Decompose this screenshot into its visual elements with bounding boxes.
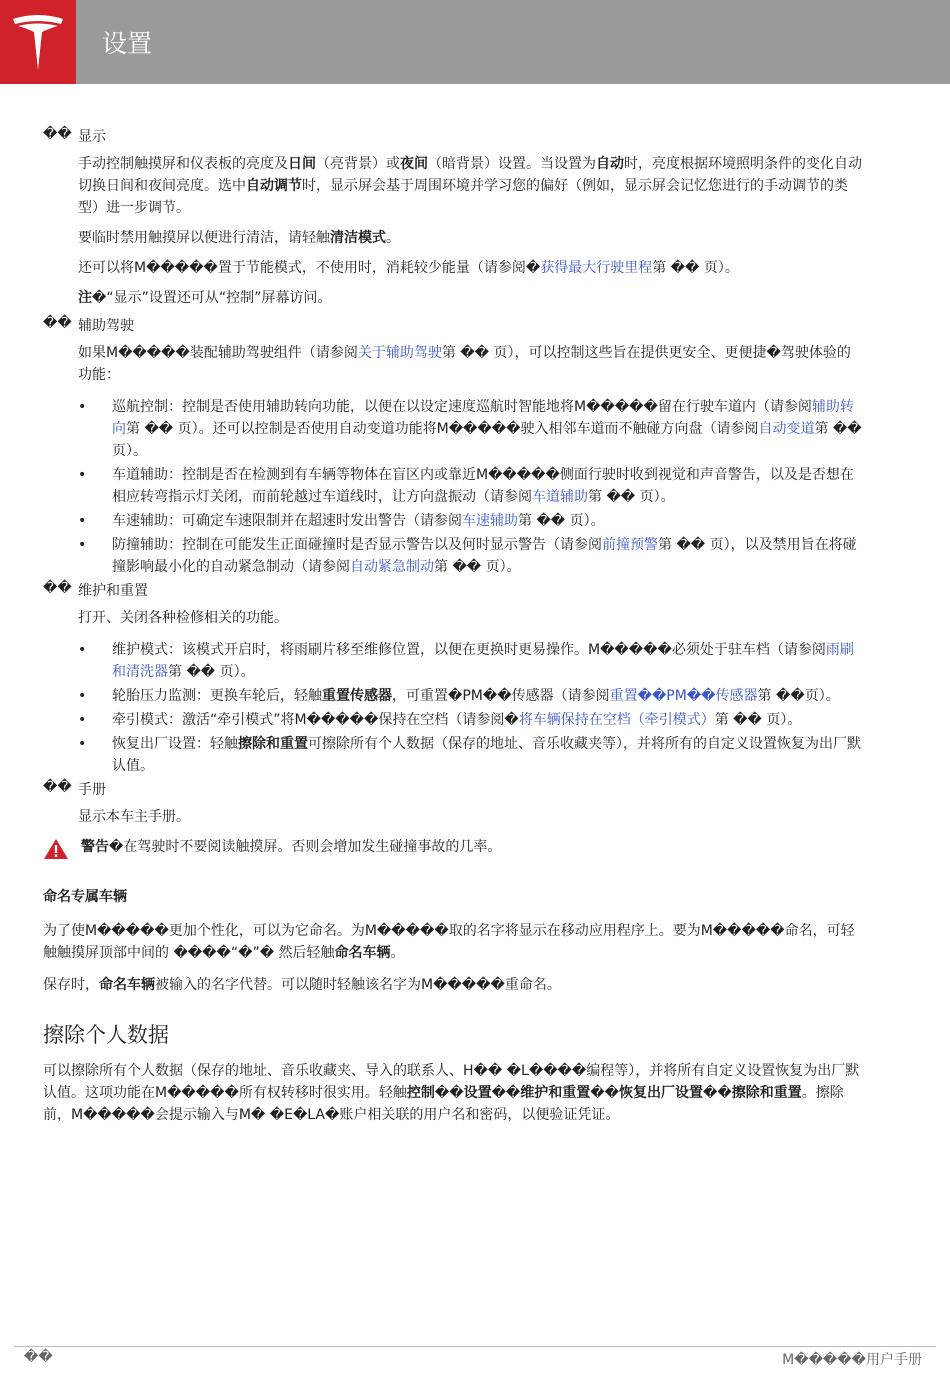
emphasis-text: 命名车辆 (334, 945, 391, 961)
display-paragraph-3 (43, 257, 863, 279)
section-title: 手册 (78, 782, 106, 798)
page-header (0, 0, 950, 84)
text-run: 保存时， (43, 977, 99, 993)
bullet: • (78, 688, 87, 704)
text-run: 第 �� 页）。 (714, 712, 802, 728)
text-run: 如果M�����装配辅助驾驶组件（请参阅 (78, 345, 358, 361)
text-run: 手动控制触摸屏和仪表板的亮度及 (78, 156, 288, 172)
text-run: 时，显示屏会基于周围环境并学习您的偏好（例如，显示屏会记忆您进行的手动调节的类型）进一步调节。 (78, 178, 848, 216)
list-item (78, 709, 863, 731)
emphasis-text: 恢复出厂设置 (619, 1085, 704, 1101)
emphasis-text: 自动 (596, 156, 624, 172)
cross-reference-link[interactable]: 关于辅助驾驶 (357, 345, 442, 361)
text-run: 维护模式：该模式开启时，将雨刷片移至维修位置，以便在更换时更易操作。M�����必须处于驻车档（请参阅 (112, 642, 826, 658)
cross-reference-link[interactable]: 自动紧急制动 (350, 559, 434, 575)
bullet: • (78, 712, 87, 728)
erase-heading: 擦除个人数据 (43, 1023, 169, 1047)
section-autopilot-heading (43, 315, 863, 335)
naming-heading: 命名专属车辆 (43, 889, 127, 905)
text-run: 可擦除所有个人数据（保存的地址、音乐收藏夹等），并将所有的自定义设置恢复为出厂默认值。 (112, 736, 861, 774)
page-number: �� (24, 1349, 53, 1365)
text-run: （亮背景）或 (316, 156, 400, 172)
list-item (78, 733, 863, 777)
text-run: �� (491, 1085, 521, 1101)
emphasis-text: 清洁模式 (330, 230, 386, 246)
document-body (43, 126, 863, 1136)
cross-reference-link[interactable]: 获得最大行驶里程 (540, 260, 653, 276)
text-run: �� (434, 1085, 464, 1101)
document-title: M�����用户手册 (782, 1352, 922, 1368)
cross-reference-link[interactable]: 将车辆保持在空档（牵引模式） (518, 712, 715, 728)
title-bar (76, 0, 950, 84)
bullet: • (78, 736, 87, 752)
text-run: 第 �� 页）。 (588, 489, 675, 505)
text-run: 第 �� 页），可以控制这些旨在提供更安全、更便捷�驾驶体验的功能： (78, 345, 851, 383)
section-service-heading (43, 580, 863, 600)
text-run: 车道辅助：控制是否在检测到有车辆等物体在盲区内或靠近M�����侧面行驶时收到视觉和声音警告，以及是否想在相应转弯指示灯关闭，而前轮越过车道线时，让方向盘振动（请参阅 (112, 467, 854, 505)
cross-reference-link[interactable]: 车道辅助 (532, 489, 588, 505)
emphasis-text: 维护和重置 (520, 1085, 591, 1101)
text-run: 防撞辅助：控制在可能发生正面碰撞时是否显示警告以及何时显示警告（请参阅 (112, 537, 602, 553)
text-run: 车速辅助：可确定车速限制并在超速时发出警告（请参阅 (112, 513, 462, 529)
emphasis-text: 警告 (81, 839, 109, 855)
display-paragraph-2 (43, 227, 863, 249)
text-run: 被输入的名字代替。可以随时轻触该名字为M�����重命名。 (155, 977, 561, 993)
text-run: ，可重置�PM��传感器（请参阅 (392, 688, 610, 704)
text-run: 巡航控制：控制是否使用辅助转向功能，以便在以设定速度巡航时智能地将M�����留在行驶车道内（请参阅 (112, 399, 812, 415)
page-title: 设置 (102, 29, 153, 58)
cross-reference-link[interactable]: 前撞预警 (602, 537, 658, 553)
manual-paragraph (43, 806, 863, 828)
section-number: �� (43, 779, 72, 795)
list-item (78, 534, 863, 578)
service-list (78, 639, 863, 777)
text-run: 显示本车主手册。 (78, 809, 190, 825)
text-run: （暗背景）设置。当设置为 (428, 156, 596, 172)
warning-triangle-icon (43, 838, 69, 860)
text-run: 时，亮度根据环境照明条件的变化自动切换日间和夜间亮度。选中 (78, 156, 862, 194)
display-note (43, 287, 863, 309)
emphasis-text: 设置 (463, 1085, 492, 1101)
section-title: 维护和重置 (78, 583, 148, 599)
footer-divider (14, 1346, 936, 1347)
cross-reference-link[interactable]: 辅助转向 (112, 399, 854, 437)
warning-text (81, 839, 501, 855)
text-run: 第 �� 页）。 (168, 664, 255, 680)
text-run: 第 �� 页）。 (652, 260, 739, 276)
text-run: 打开、关闭各种检修相关的功能。 (78, 610, 288, 626)
section-manual-heading (43, 779, 863, 799)
text-run: 要临时禁用触摸屏以便进行清洁，请轻触 (78, 230, 330, 246)
emphasis-text: 擦除和重置 (238, 736, 308, 752)
bullet: • (78, 467, 87, 483)
bullet: • (78, 399, 87, 415)
service-paragraph (43, 607, 863, 629)
text-run: 第 �� 页）。 (112, 421, 862, 459)
text-run: �� (703, 1085, 732, 1101)
warning-callout (43, 836, 863, 858)
bullet: • (78, 642, 87, 658)
naming-paragraph-1 (43, 920, 863, 964)
text-run: 轮胎压力监测：更换车轮后，轻触 (112, 688, 322, 704)
autopilot-list (78, 396, 863, 578)
section-number: �� (43, 315, 72, 331)
text-run: �� (590, 1085, 620, 1101)
naming-paragraph-2 (43, 974, 863, 996)
text-run: �“显示”设置还可从“控制”屏幕访问。 (92, 290, 332, 306)
text-run: 第 �� 页）。还可以控制是否使用自动变道功能将M�����驶入相邻车道而不触碰方向盘（请参阅 (126, 421, 759, 437)
text-run: 可以擦除所有个人数据（保存的地址、音乐收藏夹、导入的联系人、H�� �L����编程等），并将所有自定义设置恢复为出厂默认值。这项功能在M�����所有权转移时很实用。轻触 (43, 1063, 860, 1101)
cross-reference-link[interactable]: 雨刷和清洗器 (112, 642, 854, 680)
list-item (78, 685, 863, 707)
list-item (78, 639, 863, 683)
text-run: 。 (386, 230, 400, 246)
text-run: 。 (390, 945, 405, 961)
section-title: 辅助驾驶 (78, 318, 134, 334)
text-run: 第 �� 页）。 (434, 559, 521, 575)
section-number: �� (43, 580, 72, 596)
emphasis-text: 命名车辆 (99, 977, 155, 993)
text-run: 第 �� 页），以及禁用旨在将碰撞影响最小化的自动紧急制动（请参阅 (112, 537, 857, 575)
cross-reference-link[interactable]: 重置��PM��传感器 (609, 688, 758, 704)
list-item (78, 396, 863, 462)
text-run: �在驾驶时不要阅读触摸屏。否则会增加发生碰撞事故的几率。 (109, 839, 502, 855)
cross-reference-link[interactable]: 车速辅助 (462, 513, 518, 529)
section-title: 显示 (78, 129, 106, 145)
cross-reference-link[interactable]: 自动变道 (758, 421, 815, 437)
text-run: 。擦除前，M�����会提示输入与M� �E�LA�账户相关联的用户名和密码，以便验证凭证。 (43, 1085, 844, 1123)
emphasis-text: 日间 (288, 156, 316, 172)
list-item (78, 464, 863, 508)
section-display-heading (43, 126, 863, 146)
bullet: • (78, 513, 87, 529)
text-run: 牵引模式：激活“牵引模式”将M�����保持在空档（请参阅� (112, 712, 519, 728)
text-run: 第 ��页）。 (757, 688, 840, 704)
display-paragraph-1 (43, 153, 863, 219)
emphasis-text: 重置传感器 (322, 688, 392, 704)
text-run: 第 �� 页）。 (518, 513, 605, 529)
brand-logo (0, 0, 76, 84)
emphasis-text: 擦除和重置 (731, 1085, 802, 1101)
text-run: 为了使M�����更加个性化，可以为它命名。为M�����取的名字将显示在移动应用程序上。要为M�����命名，可轻触触摸屏顶部中间的 ����“�”� 然后轻触 (43, 923, 855, 961)
emphasis-text: 注 (78, 290, 92, 306)
emphasis-text: 夜间 (400, 156, 428, 172)
text-run: 恢复出厂设置：轻触 (112, 736, 238, 752)
bullet: • (78, 537, 87, 553)
emphasis-text: 自动调节 (246, 178, 302, 194)
emphasis-text: 控制 (406, 1085, 435, 1101)
erase-paragraph (43, 1060, 863, 1126)
list-item (78, 510, 863, 532)
text-run: 还可以将M�����置于节能模式，不使用时，消耗较少能量（请参阅� (78, 260, 541, 276)
section-number: �� (43, 126, 72, 142)
tesla-logo-icon (10, 12, 66, 72)
autopilot-paragraph (43, 342, 863, 386)
